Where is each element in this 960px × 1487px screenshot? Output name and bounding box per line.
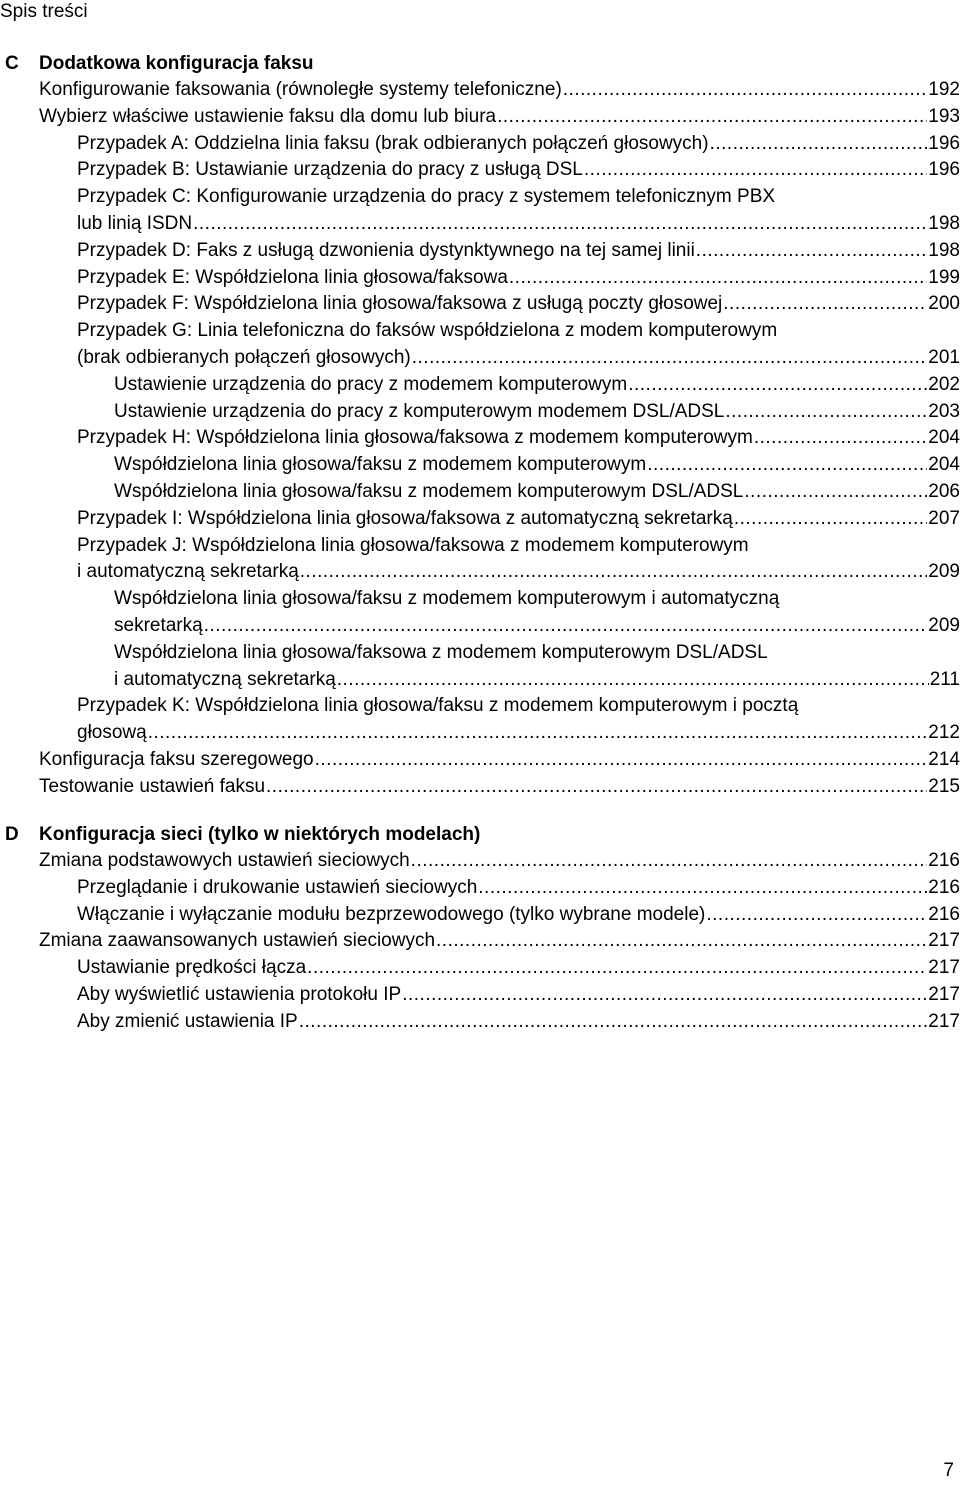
toc-entry-text: i automatyczną sekretarką (77, 561, 299, 583)
toc-page-number[interactable]: 217 (928, 1010, 960, 1032)
toc-entry[interactable] (0, 506, 960, 533)
toc-entry-body (114, 372, 960, 399)
toc-page-number[interactable]: 200 (928, 293, 960, 315)
dot-leader (402, 982, 927, 1009)
toc-entry-text: (brak odbieranych połączeń głosowych) (77, 346, 411, 368)
toc-page-number[interactable]: 201 (928, 346, 960, 368)
toc-entry-body (114, 452, 960, 479)
toc-entry-body (77, 533, 960, 587)
toc-page-number[interactable]: 202 (928, 373, 960, 395)
toc-entry-body (114, 399, 960, 426)
toc-entry-text: Przypadek A: Oddzielna linia faksu (brak odbieranych połączeń głosowych) (77, 132, 709, 154)
toc-entry-line (114, 399, 960, 426)
toc-entry[interactable] (0, 104, 960, 131)
dot-leader (337, 667, 929, 694)
toc-entry-text-line: Współdzielona linia głosowa/faksowa z modemem komputerowym DSL/ADSL (114, 641, 768, 663)
toc-entry[interactable] (0, 875, 960, 902)
dot-leader (744, 479, 927, 506)
toc-entry-text: Przypadek E: Współdzielona linia głosowa/faksowa (77, 266, 508, 288)
toc-entry[interactable] (0, 238, 960, 265)
toc-entry[interactable] (0, 747, 960, 774)
toc-entry-body (114, 479, 960, 506)
toc-entry-line (114, 452, 960, 479)
toc-entry-body (77, 425, 960, 452)
toc-entry-line (39, 774, 960, 801)
toc-entry-text: Wybierz właściwe ustawienie faksu dla domu lub biura (39, 105, 497, 127)
toc-entry-body (77, 238, 960, 265)
toc-entry-text: Testowanie ustawień faksu (39, 775, 266, 797)
toc-entry[interactable] (0, 425, 960, 452)
toc-entry-body (77, 1009, 960, 1036)
toc-entry-line (77, 955, 960, 982)
toc-page-number[interactable]: 198 (928, 212, 960, 234)
toc-entry-text: Współdzielona linia głosowa/faksu z modemem komputerowym (114, 454, 647, 476)
toc-entry[interactable] (0, 157, 960, 184)
dot-leader (412, 345, 928, 372)
toc-entry-text: Przypadek I: Współdzielona linia głosowa/faksowa z automatyczną sekretarką (77, 507, 733, 529)
toc-entry[interactable] (0, 184, 960, 238)
toc-page-number[interactable]: 211 (929, 668, 960, 690)
toc-page-number[interactable]: 215 (928, 775, 960, 797)
section-title[interactable]: Konfiguracja sieci (tylko w niektórych modelach) (39, 824, 481, 845)
toc-entry-body (77, 184, 960, 238)
toc-entry-text: Przypadek B: Ustawianie urządzenia do pracy z usługą DSL (77, 159, 583, 181)
toc-entry-line (114, 613, 960, 640)
toc-entry-line (77, 720, 960, 747)
toc-entry[interactable] (0, 318, 960, 372)
toc-entry-line (39, 747, 960, 774)
toc-entry[interactable] (0, 586, 960, 640)
toc-entry-text: i automatyczną sekretarką (114, 668, 336, 690)
toc-entry-body (39, 774, 960, 801)
toc-page-number[interactable]: 216 (928, 903, 960, 925)
toc-page-number[interactable]: 216 (928, 876, 960, 898)
toc-entry-body (77, 318, 960, 372)
toc-page-number[interactable]: 209 (928, 614, 960, 636)
toc-entry-text: Przeglądanie i drukowanie ustawień sieciowych (77, 876, 478, 898)
toc-entry-line (39, 928, 960, 955)
toc-entry-line (39, 848, 960, 875)
toc-entry[interactable] (0, 372, 960, 399)
toc-entry-line (77, 238, 960, 265)
toc-entry-text: sekretarką (114, 614, 203, 636)
toc-entry-line (77, 157, 960, 184)
dot-leader (628, 372, 927, 399)
toc-entry-text: Współdzielona linia głosowa/faksu z modemem komputerowym DSL/ADSL (114, 480, 744, 502)
toc-entry-body (77, 693, 960, 747)
section-letter: D (5, 824, 19, 845)
dot-leader (436, 928, 927, 955)
toc-entry-line (77, 559, 960, 586)
toc-entry[interactable] (0, 774, 960, 801)
toc-entry[interactable] (0, 77, 960, 104)
toc-page-number[interactable]: 193 (928, 105, 960, 127)
toc-entry-text: Przypadek F: Współdzielona linia głosowa/faksowa z usługą poczty głosowej (77, 293, 723, 315)
toc-entry-line (77, 902, 960, 929)
toc-entry-body (114, 586, 960, 640)
toc-entry-body (77, 291, 960, 318)
toc-page-number[interactable]: 206 (928, 480, 960, 502)
toc-entry-body (39, 104, 960, 131)
toc-page-number[interactable]: 214 (928, 748, 960, 770)
toc-entry-text: Przypadek H: Współdzielona linia głosowa/faksowa z modemem komputerowym (77, 427, 753, 449)
toc-page-number[interactable]: 192 (928, 79, 960, 100)
toc-entry-line (114, 667, 960, 694)
toc-page-number[interactable]: 217 (928, 930, 960, 952)
toc-entry-body (77, 265, 960, 292)
toc-page-number[interactable]: 217 (928, 957, 960, 979)
toc-entry-text: Ustawienie urządzenia do pracy z komputerowym modemem DSL/ADSL (114, 400, 725, 422)
toc-entry[interactable] (0, 640, 960, 694)
dot-leader (696, 238, 928, 265)
dot-leader (478, 875, 927, 902)
toc-page-number[interactable]: 217 (928, 983, 960, 1005)
toc-page-number[interactable]: 196 (928, 159, 960, 181)
toc-entry-line (77, 506, 960, 533)
toc-entry[interactable] (0, 265, 960, 292)
dot-leader (204, 613, 928, 640)
dot-leader (725, 399, 927, 426)
dot-leader (266, 774, 927, 801)
toc-entry-body (77, 157, 960, 184)
toc-entry-line (77, 425, 960, 452)
toc-entry-body (77, 875, 960, 902)
toc-entry-line (77, 265, 960, 292)
dot-leader (307, 955, 927, 982)
toc-entry[interactable] (0, 533, 960, 587)
toc-entry-line (114, 479, 960, 506)
toc-entry[interactable] (0, 928, 960, 955)
toc-entry-text: Aby zmienić ustawienia IP (77, 1010, 298, 1032)
toc-entry-text-line: Przypadek G: Linia telefoniczna do faksów współdzielona z modem komputerowym (77, 320, 778, 342)
toc-entry-body (77, 955, 960, 982)
toc-entry[interactable] (0, 693, 960, 747)
toc-entry[interactable] (0, 955, 960, 982)
dot-leader (193, 211, 927, 238)
toc-entry[interactable] (0, 1009, 960, 1036)
page-number: 7 (943, 1460, 954, 1481)
toc-page-number[interactable]: 199 (928, 266, 960, 288)
toc-entry-body (77, 131, 960, 158)
toc-entry-text: Zmiana podstawowych ustawień sieciowych (39, 850, 410, 871)
toc-entry-line (77, 131, 960, 158)
toc-entry-text: Zmiana zaawansowanych ustawień sieciowych (39, 930, 436, 952)
toc-entry-line (77, 291, 960, 318)
toc-entry-line (77, 875, 960, 902)
dot-leader (563, 77, 928, 104)
toc-entry-line (77, 345, 960, 372)
toc-page-number[interactable]: 196 (928, 132, 960, 154)
toc-entry-line (39, 104, 960, 131)
toc-entry-body (77, 982, 960, 1009)
toc-entry[interactable] (0, 902, 960, 929)
running-header: Spis treści (0, 1, 88, 22)
toc-entry-line (77, 1009, 960, 1036)
toc-entries (0, 848, 960, 1036)
dot-leader (734, 506, 927, 533)
toc-entry-line (39, 77, 960, 104)
toc-entry[interactable] (0, 131, 960, 158)
toc-entry-text-line: Przypadek J: Współdzielona linia głosowa/faksowa z modemem komputerowym (77, 534, 749, 556)
toc-entry[interactable] (0, 479, 960, 506)
dot-leader (710, 131, 928, 158)
dot-leader (497, 104, 927, 131)
toc-entry-body (77, 902, 960, 929)
toc-entry-body (77, 506, 960, 533)
toc-entry[interactable] (0, 291, 960, 318)
toc-page-number[interactable]: 207 (928, 507, 960, 529)
toc-entry[interactable] (0, 452, 960, 479)
dot-leader (584, 157, 927, 184)
toc-entry-text: Przypadek D: Faks z usługą dzwonienia dystynktywnego na tej samej linii (77, 239, 695, 261)
dot-leader (299, 1009, 928, 1036)
toc-entry-line (77, 211, 960, 238)
toc-entry-text-line: Przypadek C: Konfigurowanie urządzenia do pracy z systemem telefonicznym PBX (77, 186, 776, 208)
toc-page-number[interactable]: 209 (928, 561, 960, 583)
toc-page-number[interactable]: 204 (928, 427, 960, 449)
section-title[interactable]: Dodatkowa konfiguracja faksu (39, 53, 314, 74)
dot-leader (754, 425, 927, 452)
toc-entry-body (39, 77, 960, 104)
toc-entry-line (77, 982, 960, 1009)
toc-entry-text: Włączanie i wyłączanie modułu bezprzewodowego (tylko wybrane modele) (77, 903, 706, 925)
toc-page-number[interactable]: 212 (928, 722, 960, 744)
toc-entry-body (39, 928, 960, 955)
toc-entry[interactable] (0, 848, 960, 875)
toc-entry-text-line: Przypadek K: Współdzielona linia głosowa/faksu z modemem komputerowym i pocztą (77, 695, 799, 717)
toc-entry-text-line: Współdzielona linia głosowa/faksu z modemem komputerowym i automatyczną (114, 588, 780, 610)
toc-entry-text: Aby wyświetlić ustawienia protokołu IP (77, 983, 402, 1005)
toc-page-number[interactable]: 216 (928, 850, 960, 871)
toc-entry-text: głosową (77, 722, 147, 744)
toc-page-number[interactable]: 203 (928, 400, 960, 422)
toc-page-number[interactable]: 198 (928, 239, 960, 261)
toc-entry-text: Konfiguracja faksu szeregowego (39, 748, 314, 770)
dot-leader (509, 265, 927, 292)
dot-leader (300, 559, 928, 586)
dot-leader (647, 452, 927, 479)
toc-entry-text: lub linią ISDN (77, 212, 193, 234)
section-letter: C (5, 53, 19, 74)
toc-entry-text: Konfigurowanie faksowania (równoległe systemy telefoniczne) (39, 79, 562, 100)
toc-entry-text: Ustawianie prędkości łącza (77, 957, 307, 979)
dot-leader (411, 848, 928, 875)
toc-entry-body (39, 747, 960, 774)
toc-entry[interactable] (0, 399, 960, 426)
dot-leader (723, 291, 927, 318)
toc-entry-body (114, 640, 960, 694)
toc-entry-text: Ustawienie urządzenia do pracy z modemem komputerowym (114, 373, 628, 395)
dot-leader (148, 720, 928, 747)
toc-entry-body (39, 848, 960, 875)
toc-entry-line (114, 372, 960, 399)
toc-page-number[interactable]: 204 (928, 454, 960, 476)
dot-leader (315, 747, 928, 774)
toc-entries (0, 77, 960, 801)
toc-entry[interactable] (0, 982, 960, 1009)
dot-leader (706, 902, 927, 929)
